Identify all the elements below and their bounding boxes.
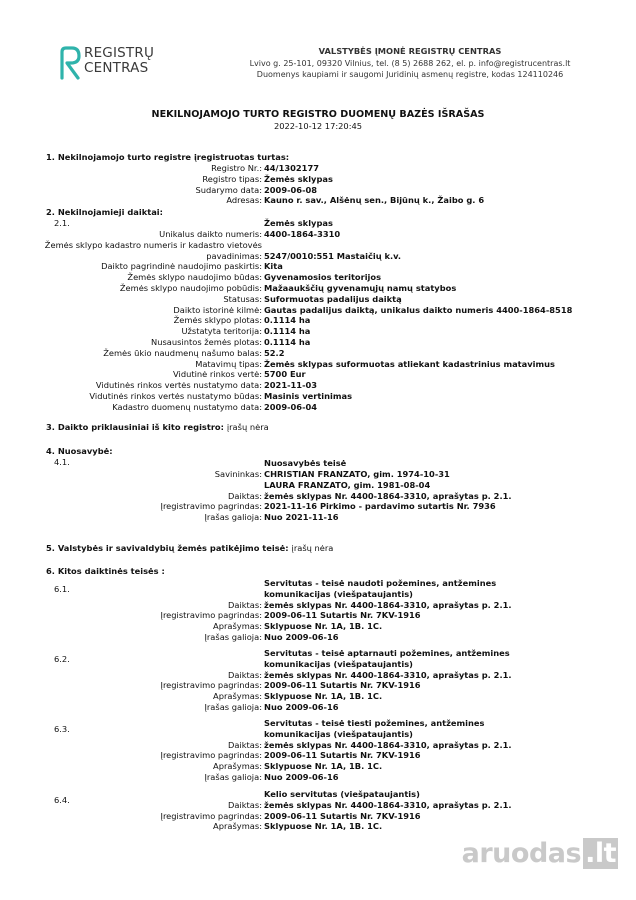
servitude-field-value: Nuo 2009-06-16 bbox=[264, 772, 339, 782]
registered-property-field-value: 44/1302177 bbox=[264, 163, 319, 173]
registered-property-field-value: Žemės sklypas bbox=[264, 173, 333, 184]
section-5-heading: 5. Valstybės ir savivaldybių žemės patikėjimo teisė: bbox=[46, 543, 289, 553]
real-estate-field-label: Žemės sklypo naudojimo pobūdis: bbox=[119, 283, 262, 293]
servitude-field-label: Aprašymas: bbox=[213, 821, 262, 832]
section-1 bbox=[46, 152, 289, 162]
real-estate-field-label: Žemės sklypo kadastro numeris ir kadastro vietovės bbox=[44, 239, 262, 250]
registru-centras-logo bbox=[58, 46, 168, 86]
real-estate-field-label: Žemės sklypo naudojimo būdas: bbox=[127, 272, 262, 283]
real-estate-field-value: 0.1114 ha bbox=[264, 337, 311, 347]
ownership-field-value: Nuo 2021-11-16 bbox=[264, 512, 339, 523]
item-number: 6.3. bbox=[54, 724, 70, 734]
servitude-title: Servitutas - teisė naudoti požemines, antžemines komunikacijas (viešpataujantis) bbox=[264, 578, 497, 599]
watermark-tld: .lt bbox=[585, 838, 616, 869]
servitude-field-label: Daiktas: bbox=[227, 669, 262, 680]
section-1-heading: 1. Nekilnojamojo turto registre įregistruotas turtas: bbox=[46, 152, 290, 162]
org-name: VALSTYBĖS ĮMONĖ REGISTRŲ CENTRAS bbox=[318, 46, 502, 56]
real-estate-field-label: Žemės ūkio naudmenų našumo balas: bbox=[103, 347, 262, 358]
item-number: 6.1. bbox=[54, 584, 70, 594]
real-estate-field-value: Masinis vertinimas bbox=[264, 391, 353, 401]
item-number: 6.2. bbox=[54, 654, 70, 664]
section-4 bbox=[46, 446, 113, 456]
item-number: 2.1. bbox=[54, 218, 70, 228]
section-5 bbox=[46, 543, 333, 553]
real-estate-field-value: 0.1114 ha bbox=[264, 315, 311, 326]
aruodas-watermark bbox=[462, 838, 618, 869]
registered-property-field-value: Kauno r. sav., Alšėnų sen., Bijūnų k., Žaibo g. 6 bbox=[264, 195, 485, 206]
servitude-field-value: Nuo 2009-06-16 bbox=[264, 632, 339, 642]
ownership-right: Nuosavybės teisė bbox=[264, 458, 347, 468]
real-estate-field-label: Unikalus daikto numeris: bbox=[159, 229, 262, 239]
section-2 bbox=[46, 207, 163, 217]
section-4-heading: 4. Nuosavybė: bbox=[46, 446, 113, 456]
real-estate-field-value: 0.1114 ha bbox=[264, 326, 311, 337]
real-estate-field-label: Žemės sklypo plotas: bbox=[173, 315, 262, 326]
servitude-title: Servitutas - teisė aptarnauti požemines, antžemines komunikacijas (viešpataujantis) bbox=[264, 648, 510, 669]
section-3-tail: įrašų nėra bbox=[226, 422, 269, 432]
servitude-field-label: Aprašymas: bbox=[213, 621, 262, 632]
servitude-field-value: Sklypuose Nr. 1A, 1B. 1C. bbox=[264, 621, 383, 632]
ownership-field-label: Daiktas: bbox=[227, 490, 262, 501]
real-estate-field-label: Kadastro duomenų nustatymo data: bbox=[112, 401, 262, 412]
servitude-field-label: Aprašymas: bbox=[213, 691, 262, 702]
real-estate-field-value: Gyvenamosios teritorijos bbox=[264, 272, 382, 283]
servitude-field-label: Daiktas: bbox=[227, 599, 262, 610]
section-3-heading: 3. Daikto priklausiniai iš kito registro: bbox=[46, 422, 224, 432]
real-estate-field-value: Gautas padalijus daiktą, unikalus daikto numeris 4400-1864-8518 bbox=[264, 304, 573, 315]
ownership-field-label: Įregistravimo pagrindas: bbox=[160, 501, 262, 512]
servitude-field-label: Įrašas galioja: bbox=[204, 632, 262, 642]
section-6-heading: 6. Kitos daiktinės teisės : bbox=[46, 566, 165, 576]
real-estate-field-value: Kita bbox=[264, 261, 283, 272]
real-estate-field-value: 5247/0010:551 Mastaičių k.v. bbox=[264, 250, 402, 261]
section-2-heading: 2. Nekilnojamieji daiktai: bbox=[46, 207, 163, 217]
real-estate-field-value: 5700 Eur bbox=[264, 369, 306, 380]
real-estate-field-label: Daikto istorinė kilmė: bbox=[173, 304, 262, 315]
org-register: Duomenys kaupiami ir saugomi Juridinių asmenų registre, kodas 124110246 bbox=[256, 70, 564, 79]
real-estate-field-label: Vidutinės rinkos vertės nustatymo būdas: bbox=[89, 391, 262, 401]
servitude-field-value: žemės sklypas Nr. 4400-1864-3310, aprašytas p. 2.1. bbox=[264, 669, 512, 680]
document-datetime: 2022-10-12 17:20:45 bbox=[273, 121, 363, 131]
section-3 bbox=[46, 422, 269, 432]
servitude-field-label: Įregistravimo pagrindas: bbox=[160, 610, 262, 621]
real-estate-field-label: Matavimų tipas: bbox=[195, 358, 262, 369]
watermark-text: aruodas bbox=[461, 838, 582, 869]
real-estate-field-label: Vidutinės rinkos vertės nustatymo data: bbox=[95, 380, 262, 391]
servitude-field-value: žemės sklypas Nr. 4400-1864-3310, aprašytas p. 2.1. bbox=[264, 599, 512, 610]
ownership-field-value: 2021-11-16 Pirkimo - pardavimo sutartis Nr. 7936 bbox=[264, 501, 496, 512]
logo-text bbox=[84, 46, 154, 76]
logo-line2: CENTRAS bbox=[84, 60, 149, 76]
object-type: Žemės sklypas bbox=[264, 218, 333, 228]
registered-property-field-label: Sudarymo data: bbox=[195, 184, 262, 195]
servitude-field-value: 2009-06-11 Sutartis Nr. 7KV-1916 bbox=[264, 750, 421, 761]
servitude-field-label: Įrašas galioja: bbox=[204, 702, 262, 712]
registered-property-field-label: Adresas: bbox=[226, 195, 262, 206]
servitude-title: Kelio servitutas (viešpataujantis) bbox=[264, 789, 420, 799]
item-number: 6.4. bbox=[54, 795, 70, 805]
ownership-field-value: žemės sklypas Nr. 4400-1864-3310, aprašytas p. 2.1. bbox=[264, 490, 512, 501]
servitude-field-value: Sklypuose Nr. 1A, 1B. 1C. bbox=[264, 821, 383, 832]
servitude-field-value: Nuo 2009-06-16 bbox=[264, 702, 339, 712]
servitude-field-label: Aprašymas: bbox=[213, 761, 262, 772]
real-estate-field-label: pavadinimas: bbox=[206, 250, 262, 261]
real-estate-field-value: Suformuotas padalijus daiktą bbox=[264, 293, 402, 304]
ownership-field-label: Savininkas: bbox=[214, 469, 262, 479]
ownership-field-value: LAURA FRANZATO, gim. 1981-08-04 bbox=[264, 479, 431, 490]
ownership-field-label: Įrašas galioja: bbox=[204, 512, 262, 523]
real-estate-field-label: Užstatyta teritorija: bbox=[181, 326, 262, 337]
servitude-field-value: 2009-06-11 Sutartis Nr. 7KV-1916 bbox=[264, 810, 421, 821]
real-estate-field-value: 52.2 bbox=[264, 347, 285, 358]
servitude-field-label: Daiktas: bbox=[227, 799, 262, 810]
servitude-field-label: Įregistravimo pagrindas: bbox=[160, 810, 262, 821]
servitude-field-value: žemės sklypas Nr. 4400-1864-3310, aprašytas p. 2.1. bbox=[264, 799, 512, 810]
real-estate-field-value: 4400-1864-3310 bbox=[264, 229, 341, 239]
section-5-tail: įrašų nėra bbox=[291, 543, 334, 553]
registered-property-field-label: Registro Nr.: bbox=[211, 163, 262, 173]
real-estate-field-value: 2021-11-03 bbox=[264, 380, 318, 391]
registered-property-field-label: Registro tipas: bbox=[202, 173, 262, 184]
servitude-field-label: Įregistravimo pagrindas: bbox=[160, 680, 262, 691]
real-estate-field-label: Statusas: bbox=[223, 293, 262, 304]
document-title: NEKILNOJAMOJO TURTO REGISTRO DUOMENŲ BAZĖS IŠRAŠAS bbox=[151, 109, 485, 120]
ownership-field-value: CHRISTIAN FRANZATO, gim. 1974-10-31 bbox=[264, 469, 450, 479]
real-estate-field-label: Vidutinė rinkos vertė: bbox=[173, 369, 262, 380]
logo-line1: REGISTRŲ bbox=[84, 45, 155, 61]
real-estate-field-value: Mažaaukščių gyvenamųjų namų statybos bbox=[264, 283, 457, 293]
real-estate-field-value: 2009-06-04 bbox=[264, 401, 318, 412]
servitude-field-value: žemės sklypas Nr. 4400-1864-3310, aprašytas p. 2.1. bbox=[264, 739, 512, 750]
section-6 bbox=[46, 566, 165, 576]
servitude-title: Servitutas - teisė tiesti požemines, antžemines komunikacijas (viešpataujantis) bbox=[264, 718, 485, 739]
servitude-field-label: Daiktas: bbox=[227, 739, 262, 750]
servitude-field-label: Įregistravimo pagrindas: bbox=[160, 750, 262, 761]
servitude-field-value: 2009-06-11 Sutartis Nr. 7KV-1916 bbox=[264, 680, 421, 691]
servitude-field-value: Sklypuose Nr. 1A, 1B. 1C. bbox=[264, 761, 383, 772]
registered-property-field-value: 2009-06-08 bbox=[264, 184, 318, 195]
logo-mark-icon bbox=[58, 46, 82, 80]
servitude-field-value: Sklypuose Nr. 1A, 1B. 1C. bbox=[264, 691, 383, 702]
org-address: Lvivo g. 25-101, 09320 Vilnius, tel. (8 5) 2688 262, el. p. info@registrucentras.lt bbox=[249, 59, 571, 68]
item-number: 4.1. bbox=[54, 457, 70, 467]
real-estate-field-value: Žemės sklypas suformuotas atliekant kadastrinius matavimus bbox=[264, 358, 555, 369]
real-estate-field-label: Daikto pagrindinė naudojimo paskirtis: bbox=[101, 261, 262, 272]
servitude-field-value: 2009-06-11 Sutartis Nr. 7KV-1916 bbox=[264, 610, 421, 621]
real-estate-field-label: Nusausintos žemės plotas: bbox=[150, 337, 262, 347]
servitude-field-label: Įrašas galioja: bbox=[204, 772, 262, 782]
